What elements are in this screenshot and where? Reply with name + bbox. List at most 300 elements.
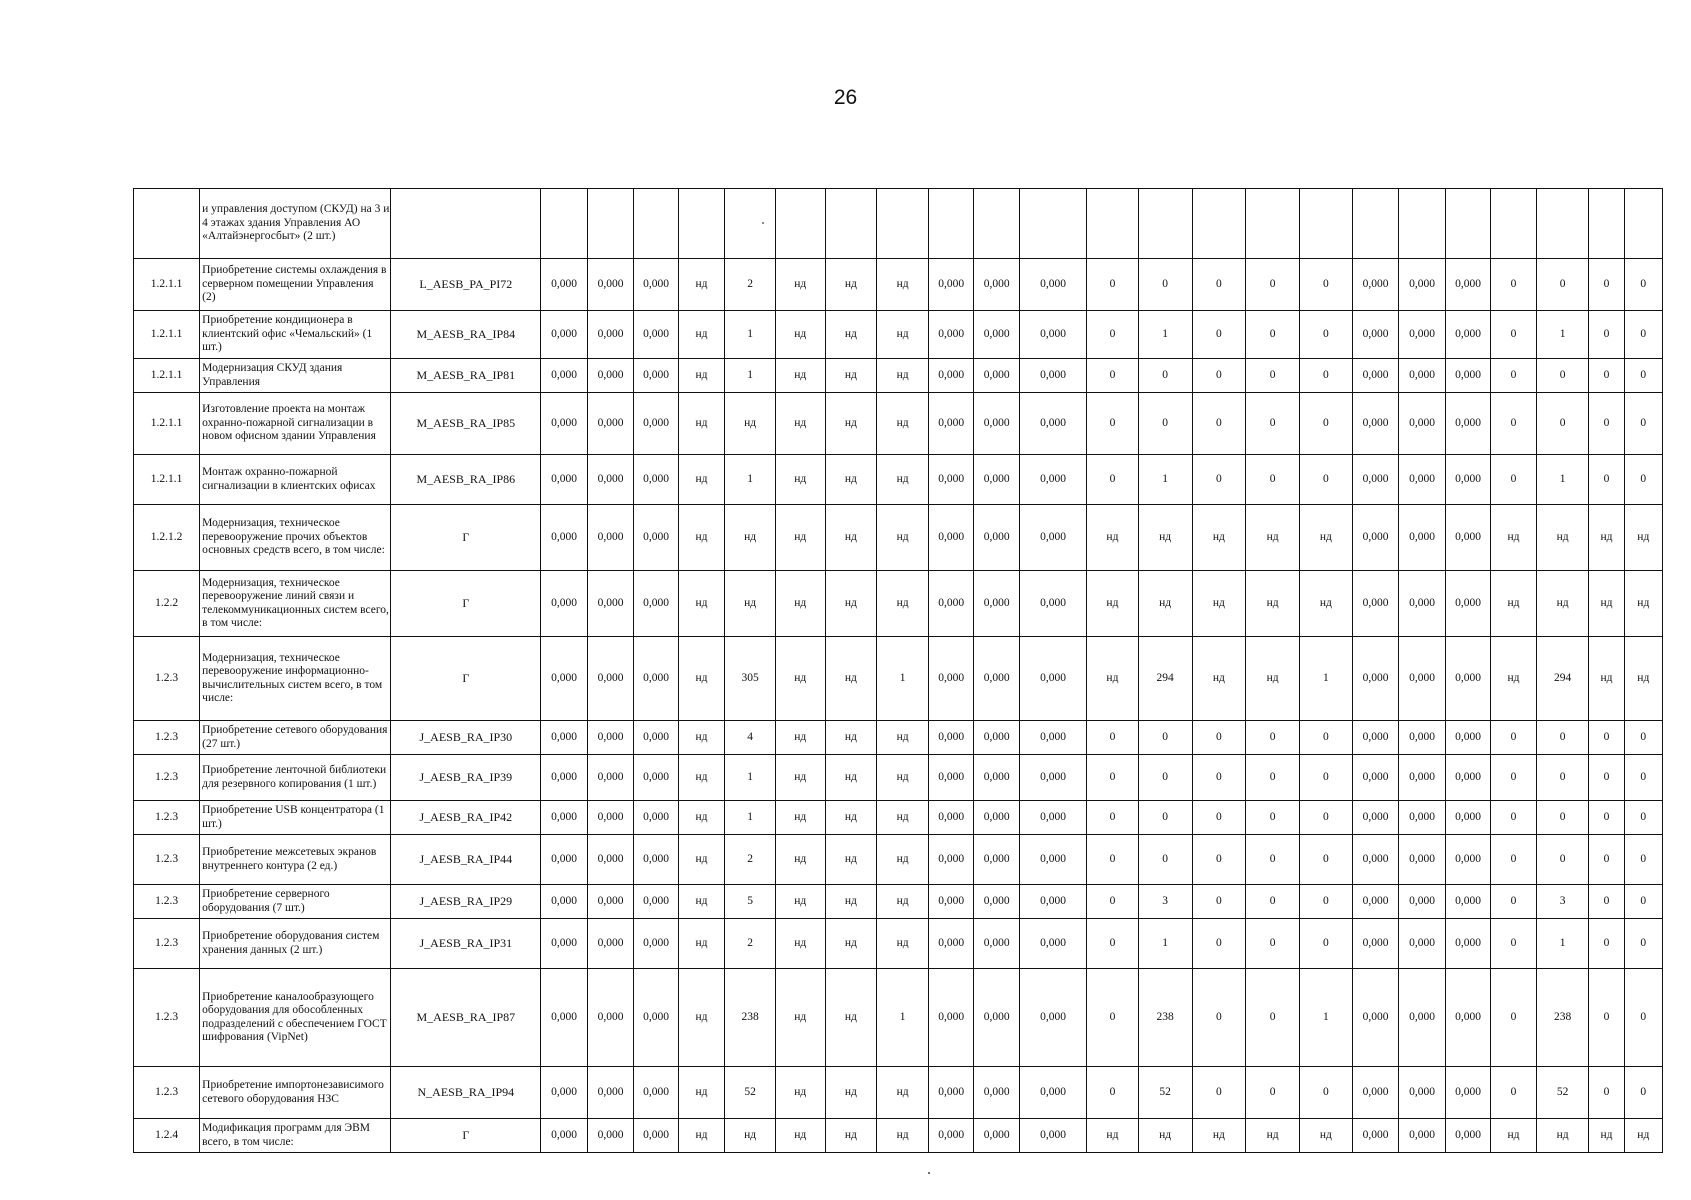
value-cell: нд (877, 455, 929, 505)
value-cell: 0,000 (1445, 755, 1490, 801)
value-cell: 0,000 (1352, 885, 1399, 919)
value-cell: 0 (1536, 835, 1589, 885)
value-cell: 0 (1589, 919, 1624, 969)
value-cell: 0 (1491, 801, 1536, 835)
value-cell: 0,000 (634, 1119, 678, 1153)
value-cell: 52 (1138, 1067, 1192, 1119)
value-cell: 0 (1300, 359, 1353, 393)
value-cell: нд (1491, 1119, 1536, 1153)
value-cell: 0,000 (974, 455, 1019, 505)
value-cell: 0,000 (974, 311, 1019, 359)
value-cell: 0,000 (634, 571, 678, 637)
value-cell: 0,000 (1352, 393, 1399, 455)
value-cell: 0,000 (974, 801, 1019, 835)
value-cell: 1 (725, 755, 776, 801)
value-cell: 0 (1246, 835, 1300, 885)
value-cell: 0,000 (541, 755, 588, 801)
value-cell: 0,000 (928, 885, 973, 919)
row-code-cell: M_AESB_RA_IP85 (391, 393, 541, 455)
value-cell: 0 (1192, 259, 1246, 311)
value-cell (1352, 189, 1399, 259)
value-cell: 0,000 (974, 393, 1019, 455)
value-cell: 0,000 (1352, 1067, 1399, 1119)
value-cell: 1 (1536, 311, 1589, 359)
value-cell: 0,000 (634, 835, 678, 885)
value-cell: 0,000 (634, 505, 678, 571)
value-cell: 0,000 (1019, 721, 1086, 755)
value-cell: 0,000 (1352, 571, 1399, 637)
row-id-cell: 1.2.3 (134, 721, 200, 755)
value-cell: 0,000 (541, 1119, 588, 1153)
value-cell: 0 (1300, 259, 1353, 311)
value-cell: 0,000 (928, 801, 973, 835)
value-cell: 0 (1087, 969, 1139, 1067)
row-code-cell: J_AESB_RA_IP31 (391, 919, 541, 969)
value-cell: 0,000 (1019, 1119, 1086, 1153)
row-name-cell: Приобретение импортонезависимого сетевого оборудования НЗС (200, 1067, 391, 1119)
value-cell: 0 (1138, 259, 1192, 311)
value-cell: 0 (1624, 311, 1662, 359)
value-cell: 0 (1491, 359, 1536, 393)
value-cell: 0,000 (974, 359, 1019, 393)
row-code-cell: J_AESB_RA_IP44 (391, 835, 541, 885)
value-cell: нд (825, 835, 877, 885)
value-cell: 0 (1192, 835, 1246, 885)
value-cell: 0 (1491, 455, 1536, 505)
value-cell: 0,000 (1019, 919, 1086, 969)
row-id-cell: 1.2.1.1 (134, 455, 200, 505)
value-cell: 0 (1589, 1067, 1624, 1119)
value-cell: 0,000 (1399, 721, 1446, 755)
value-cell (541, 189, 588, 259)
row-code-cell: L_AESB_PA_PI72 (391, 259, 541, 311)
value-cell: 1 (1536, 455, 1589, 505)
value-cell: 0,000 (634, 637, 678, 721)
value-cell: 0 (1589, 835, 1624, 885)
value-cell: нд (825, 455, 877, 505)
row-code-cell: J_AESB_RA_IP29 (391, 885, 541, 919)
value-cell: нд (825, 393, 877, 455)
value-cell: 0,000 (928, 835, 973, 885)
value-cell: 0,000 (974, 505, 1019, 571)
value-cell: 0,000 (1445, 1119, 1490, 1153)
value-cell: 0 (1087, 311, 1139, 359)
value-cell: 0,000 (1445, 311, 1490, 359)
value-cell: 0,000 (974, 721, 1019, 755)
value-cell (1087, 189, 1139, 259)
value-cell: нд (775, 455, 825, 505)
value-cell: нд (1192, 1119, 1246, 1153)
value-cell: нд (1087, 637, 1139, 721)
value-cell: нд (877, 801, 929, 835)
row-name-cell: Монтаж охранно-пожарной сигнализации в клиентских офисах (200, 455, 391, 505)
value-cell: 305 (725, 637, 776, 721)
value-cell: 0,000 (1019, 359, 1086, 393)
value-cell: 0,000 (541, 1067, 588, 1119)
value-cell (1192, 189, 1246, 259)
value-cell: 0 (1589, 455, 1624, 505)
table-row (134, 801, 1663, 835)
row-name-cell: Модернизация СКУД здания Управления (200, 359, 391, 393)
row-name-cell: Приобретение кондиционера в клиентский офис «Чемальский» (1 шт.) (200, 311, 391, 359)
table-row (134, 189, 1663, 259)
value-cell: 0,000 (1445, 571, 1490, 637)
value-cell: нд (877, 259, 929, 311)
table-row (134, 721, 1663, 755)
page-number: 26 (833, 86, 858, 109)
value-cell: 0 (1087, 359, 1139, 393)
value-cell: нд (678, 721, 725, 755)
value-cell: нд (678, 259, 725, 311)
value-cell: нд (1491, 505, 1536, 571)
value-cell: 0 (1536, 721, 1589, 755)
value-cell: нд (678, 637, 725, 721)
row-code-cell: Г (391, 505, 541, 571)
row-id-cell: 1.2.3 (134, 969, 200, 1067)
value-cell: 0 (1624, 359, 1662, 393)
value-cell: нд (775, 259, 825, 311)
value-cell: 0,000 (634, 393, 678, 455)
value-cell: 0,000 (928, 637, 973, 721)
value-cell: нд (1491, 571, 1536, 637)
value-cell (974, 189, 1019, 259)
value-cell: 0,000 (1399, 969, 1446, 1067)
value-cell: 0 (1087, 885, 1139, 919)
value-cell: 294 (1138, 637, 1192, 721)
value-cell: нд (877, 885, 929, 919)
value-cell: 0 (1536, 755, 1589, 801)
value-cell: нд (725, 571, 776, 637)
value-cell: 0,000 (1399, 393, 1446, 455)
value-cell: 0,000 (1399, 259, 1446, 311)
value-cell: 0 (1246, 1067, 1300, 1119)
table-row (134, 885, 1663, 919)
value-cell: 0 (1300, 1067, 1353, 1119)
value-cell: 0,000 (1445, 1067, 1490, 1119)
value-cell: нд (825, 801, 877, 835)
value-cell: нд (825, 885, 877, 919)
value-cell: 0,000 (928, 919, 973, 969)
value-cell: 0,000 (1399, 1067, 1446, 1119)
value-cell: 0,000 (1399, 359, 1446, 393)
value-cell: 0 (1087, 455, 1139, 505)
row-code-cell: M_AESB_RA_IP86 (391, 455, 541, 505)
value-cell: нд (877, 359, 929, 393)
value-cell: 2 (725, 919, 776, 969)
value-cell: 1 (1138, 455, 1192, 505)
value-cell: нд (1192, 571, 1246, 637)
value-cell: 0,000 (974, 571, 1019, 637)
value-cell: нд (1536, 1119, 1589, 1153)
value-cell: нд (1589, 637, 1624, 721)
value-cell: 0,000 (1399, 835, 1446, 885)
value-cell: нд (775, 919, 825, 969)
table-row (134, 919, 1663, 969)
value-cell: 0,000 (541, 359, 588, 393)
value-cell: 0,000 (1445, 835, 1490, 885)
value-cell: 0,000 (974, 1067, 1019, 1119)
value-cell: нд (1300, 1119, 1353, 1153)
value-cell: нд (877, 835, 929, 885)
table-row (134, 359, 1663, 393)
value-cell: 0,000 (1445, 801, 1490, 835)
value-cell: нд (775, 505, 825, 571)
value-cell: 0,000 (928, 755, 973, 801)
value-cell: нд (825, 505, 877, 571)
row-name-cell: Изготовление проекта на монтаж охранно-пожарной сигнализации в новом офисном здании Управления (200, 393, 391, 455)
value-cell: нд (825, 359, 877, 393)
value-cell: 0,000 (1019, 885, 1086, 919)
value-cell: 0 (1246, 755, 1300, 801)
value-cell: нд (877, 721, 929, 755)
value-cell: нд (1192, 505, 1246, 571)
value-cell: 0 (1246, 259, 1300, 311)
value-cell: 0 (1300, 885, 1353, 919)
value-cell: 0,000 (974, 755, 1019, 801)
value-cell: нд (775, 969, 825, 1067)
value-cell: 0,000 (1019, 835, 1086, 885)
row-id-cell: 1.2.2 (134, 571, 200, 637)
value-cell: 0 (1246, 393, 1300, 455)
value-cell: 238 (1138, 969, 1192, 1067)
value-cell: нд (1246, 1119, 1300, 1153)
value-cell: нд (825, 1119, 877, 1153)
row-name-cell: Приобретение оборудования систем хранения данных (2 шт.) (200, 919, 391, 969)
value-cell: 0 (1300, 311, 1353, 359)
value-cell: 0 (1246, 721, 1300, 755)
row-name-cell: Приобретение системы охлаждения в серверном помещении Управления (2) (200, 259, 391, 311)
value-cell: 0 (1192, 885, 1246, 919)
value-cell: нд (678, 393, 725, 455)
value-cell: 1 (725, 801, 776, 835)
value-cell: нд (1138, 1119, 1192, 1153)
value-cell: нд (678, 1119, 725, 1153)
value-cell: 0,000 (1445, 969, 1490, 1067)
value-cell: 0,000 (1019, 259, 1086, 311)
value-cell: 0,000 (1399, 455, 1446, 505)
value-cell (1399, 189, 1446, 259)
table-row (134, 835, 1663, 885)
value-cell: 0,000 (1019, 969, 1086, 1067)
value-cell: 0 (1087, 1067, 1139, 1119)
value-cell: 0,000 (974, 885, 1019, 919)
value-cell: нд (775, 571, 825, 637)
value-cell: 0,000 (1399, 311, 1446, 359)
value-cell: 0 (1300, 801, 1353, 835)
value-cell: 0,000 (928, 505, 973, 571)
value-cell: 0,000 (587, 721, 634, 755)
value-cell: 1 (725, 311, 776, 359)
value-cell: 0 (1300, 919, 1353, 969)
row-name-cell: Модернизация, техническое перевооружение информационно-вычислительных систем всего, в том числе: (200, 637, 391, 721)
value-cell: 0 (1246, 359, 1300, 393)
value-cell: 0,000 (1399, 885, 1446, 919)
value-cell: 0,000 (587, 755, 634, 801)
value-cell: 0,000 (587, 835, 634, 885)
value-cell: 0,000 (928, 359, 973, 393)
value-cell: 0,000 (974, 637, 1019, 721)
value-cell: 0,000 (1445, 637, 1490, 721)
value-cell: нд (1624, 571, 1662, 637)
value-cell: нд (775, 637, 825, 721)
value-cell: нд (678, 1067, 725, 1119)
value-cell: 0,000 (1352, 755, 1399, 801)
row-name-cell: Приобретение серверного оборудования (7 шт.) (200, 885, 391, 919)
table-row (134, 311, 1663, 359)
value-cell: 0 (1087, 919, 1139, 969)
value-cell: 0,000 (1352, 835, 1399, 885)
table-row (134, 505, 1663, 571)
value-cell: 0,000 (1352, 801, 1399, 835)
row-id-cell: 1.2.4 (134, 1119, 200, 1153)
value-cell: 0 (1246, 885, 1300, 919)
value-cell: 0,000 (928, 1067, 973, 1119)
value-cell: 0 (1589, 359, 1624, 393)
value-cell: 0,000 (974, 969, 1019, 1067)
value-cell: 0,000 (587, 311, 634, 359)
value-cell: 0,000 (587, 885, 634, 919)
value-cell: 0 (1536, 359, 1589, 393)
value-cell: 0 (1300, 455, 1353, 505)
value-cell: 0 (1589, 801, 1624, 835)
row-code-cell: M_AESB_RA_IP84 (391, 311, 541, 359)
value-cell: нд (678, 359, 725, 393)
value-cell: 0,000 (634, 1067, 678, 1119)
value-cell: нд (678, 505, 725, 571)
row-id-cell: 1.2.1.1 (134, 311, 200, 359)
row-code-cell: Г (391, 571, 541, 637)
table-row (134, 455, 1663, 505)
value-cell: 0,000 (1399, 637, 1446, 721)
value-cell: нд (725, 505, 776, 571)
value-cell: 0 (1192, 721, 1246, 755)
value-cell (1019, 189, 1086, 259)
value-cell: 0,000 (1352, 919, 1399, 969)
row-id-cell: 1.2.3 (134, 919, 200, 969)
value-cell: 2 (725, 259, 776, 311)
row-name-cell: и управления доступом (СКУД) на 3 и 4 этажах здания Управления АО «Алтайэнергосбыт» (2 шт.) (200, 189, 391, 259)
row-id-cell: 1.2.3 (134, 885, 200, 919)
table-row (134, 571, 1663, 637)
value-cell: 0,000 (1352, 359, 1399, 393)
value-cell: 0 (1589, 259, 1624, 311)
value-cell: 1 (1138, 311, 1192, 359)
value-cell: нд (678, 755, 725, 801)
value-cell: 0,000 (634, 259, 678, 311)
table-row (134, 393, 1663, 455)
value-cell: 0,000 (587, 259, 634, 311)
value-cell: 52 (1536, 1067, 1589, 1119)
value-cell: 3 (1138, 885, 1192, 919)
value-cell: 0,000 (1019, 755, 1086, 801)
value-cell: 0,000 (541, 969, 588, 1067)
table-row (134, 637, 1663, 721)
value-cell: 0,000 (1019, 571, 1086, 637)
value-cell (1589, 189, 1624, 259)
value-cell: 0 (1624, 455, 1662, 505)
value-cell: нд (877, 311, 929, 359)
value-cell: 0,000 (587, 1119, 634, 1153)
value-cell (634, 189, 678, 259)
value-cell: 0,000 (634, 455, 678, 505)
value-cell: нд (1589, 505, 1624, 571)
row-id-cell: 1.2.3 (134, 801, 200, 835)
value-cell: 0 (1624, 393, 1662, 455)
value-cell: 0 (1087, 259, 1139, 311)
value-cell: 0 (1589, 755, 1624, 801)
value-cell: нд (1300, 505, 1353, 571)
value-cell: нд (877, 393, 929, 455)
value-cell: 0,000 (928, 455, 973, 505)
value-cell: нд (1138, 571, 1192, 637)
value-cell: нд (1624, 637, 1662, 721)
value-cell: 0 (1246, 455, 1300, 505)
value-cell: 0 (1589, 393, 1624, 455)
value-cell: 0,000 (634, 801, 678, 835)
value-cell: 0 (1491, 311, 1536, 359)
value-cell: 0 (1246, 969, 1300, 1067)
value-cell: 0 (1138, 755, 1192, 801)
value-cell: 0 (1192, 393, 1246, 455)
value-cell: 0,000 (634, 359, 678, 393)
value-cell: 0,000 (928, 393, 973, 455)
value-cell: нд (678, 801, 725, 835)
row-code-cell: M_AESB_RA_IP87 (391, 969, 541, 1067)
value-cell (678, 189, 725, 259)
value-cell: нд (775, 393, 825, 455)
value-cell: нд (825, 969, 877, 1067)
value-cell: 0,000 (1399, 505, 1446, 571)
value-cell: 0,000 (541, 311, 588, 359)
value-cell: 0 (1491, 755, 1536, 801)
value-cell: 0 (1138, 835, 1192, 885)
value-cell: 0,000 (587, 359, 634, 393)
value-cell: 0,000 (587, 505, 634, 571)
value-cell: нд (825, 311, 877, 359)
value-cell: 3 (1536, 885, 1589, 919)
value-cell: 0,000 (1445, 393, 1490, 455)
value-cell: 0,000 (974, 919, 1019, 969)
value-cell: 0 (1192, 801, 1246, 835)
row-code-cell: Г (391, 1119, 541, 1153)
table-row (134, 969, 1663, 1067)
row-id-cell: 1.2.1.1 (134, 359, 200, 393)
value-cell: 0 (1589, 721, 1624, 755)
value-cell: 0,000 (1445, 455, 1490, 505)
value-cell: 0,000 (1445, 721, 1490, 755)
value-cell: 0,000 (1352, 721, 1399, 755)
value-cell: нд (825, 637, 877, 721)
row-id-cell (134, 189, 200, 259)
value-cell: 0,000 (541, 801, 588, 835)
value-cell: 0,000 (541, 259, 588, 311)
value-cell: 0,000 (1399, 801, 1446, 835)
table-body (134, 189, 1663, 1153)
value-cell: нд (1536, 571, 1589, 637)
value-cell: 0,000 (1019, 637, 1086, 721)
value-cell: нд (678, 311, 725, 359)
value-cell: 0,000 (634, 721, 678, 755)
value-cell: 0 (1491, 835, 1536, 885)
value-cell: 0,000 (587, 393, 634, 455)
value-cell: 4 (725, 721, 776, 755)
value-cell: 0 (1589, 311, 1624, 359)
value-cell: 0,000 (634, 919, 678, 969)
value-cell: нд (775, 835, 825, 885)
value-cell: нд (825, 755, 877, 801)
value-cell: 1 (1536, 919, 1589, 969)
value-cell: 0,000 (1399, 755, 1446, 801)
